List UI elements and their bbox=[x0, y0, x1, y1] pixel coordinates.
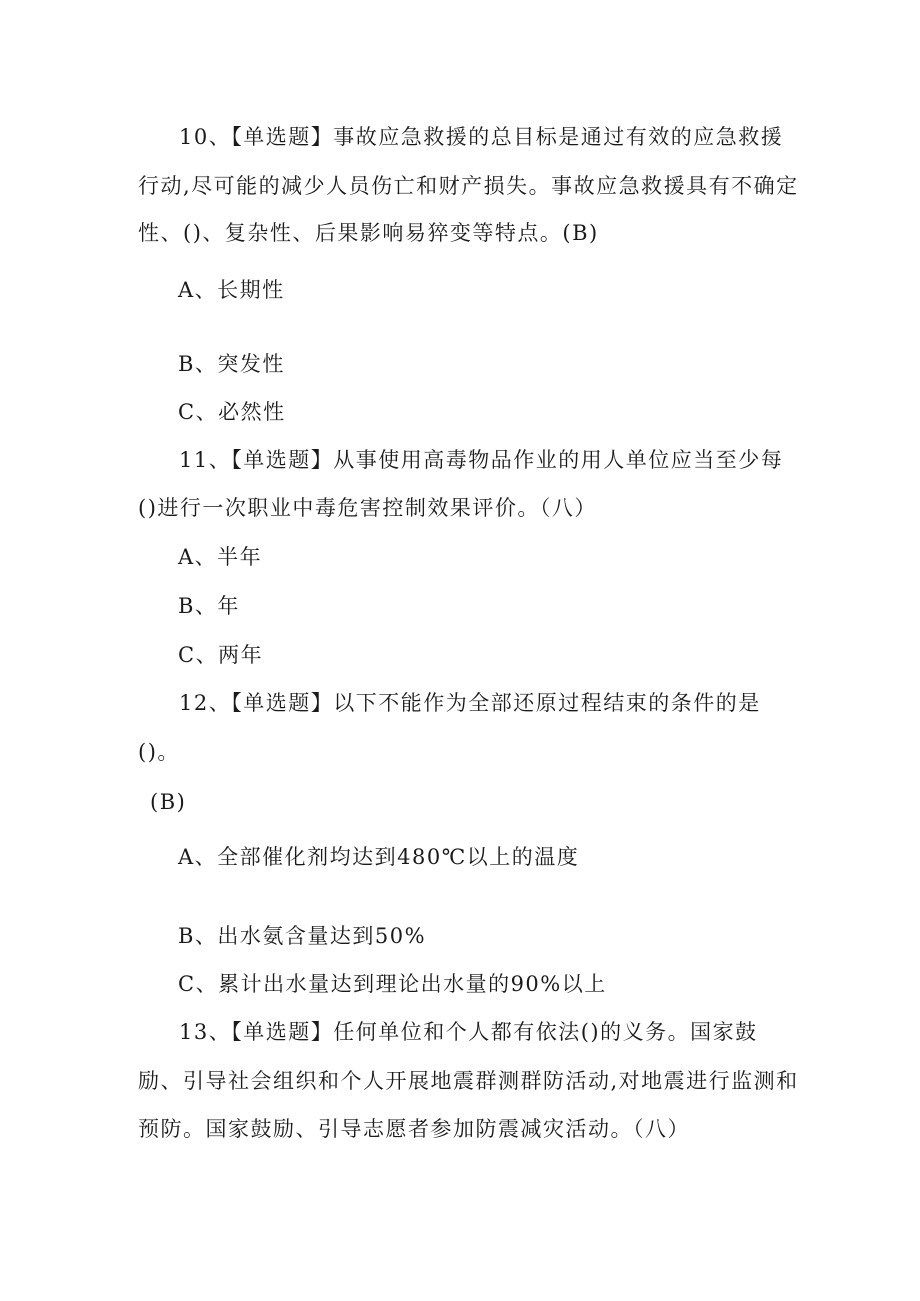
question-stem-line: 预防。国家鼓励、引导志愿者参加防震减灾活动。（八） bbox=[138, 1117, 690, 1141]
question-stem-line: 性、()、复杂性、后果影响易猝变等特点。(B) bbox=[138, 221, 599, 245]
question-stem-line: 13、【单选题】任何单位和个人都有依法()的义务。国家鼓 bbox=[179, 1020, 758, 1044]
question-stem-line: ()。 bbox=[138, 740, 180, 764]
option-b: B、出水氨含量达到50% bbox=[178, 924, 427, 948]
question-stem-line: 12、【单选题】以下不能作为全部还原过程结束的条件的是 bbox=[179, 691, 761, 715]
option-a: A、半年 bbox=[178, 545, 263, 569]
question-stem-line: 行动,尽可能的减少人员伤亡和财产损失。事故应急救援具有不确定 bbox=[138, 174, 799, 198]
option-b: B、年 bbox=[178, 594, 240, 618]
option-b: B、突发性 bbox=[178, 352, 285, 376]
question-stem-line: 11、【单选题】从事使用高毒物品作业的用人单位应当至少每 bbox=[179, 448, 784, 472]
answer-marker: (B) bbox=[150, 790, 187, 814]
question-stem-line: 励、引导社会组织和个人开展地震群测群防活动,对地震进行监测和 bbox=[138, 1069, 799, 1093]
option-c: C、两年 bbox=[178, 643, 264, 667]
option-c: C、必然性 bbox=[178, 400, 286, 424]
question-stem-line: 10、【单选题】事故应急救援的总目标是通过有效的应急救援 bbox=[179, 125, 784, 149]
option-a: A、长期性 bbox=[178, 278, 285, 302]
option-a: A、全部催化剂均达到480℃以上的温度 bbox=[178, 845, 580, 869]
question-stem-line: ()进行一次职业中毒危害控制效果评价。（八） bbox=[138, 496, 597, 520]
option-c: C、累计出水量达到理论出水量的90%以上 bbox=[178, 972, 607, 996]
